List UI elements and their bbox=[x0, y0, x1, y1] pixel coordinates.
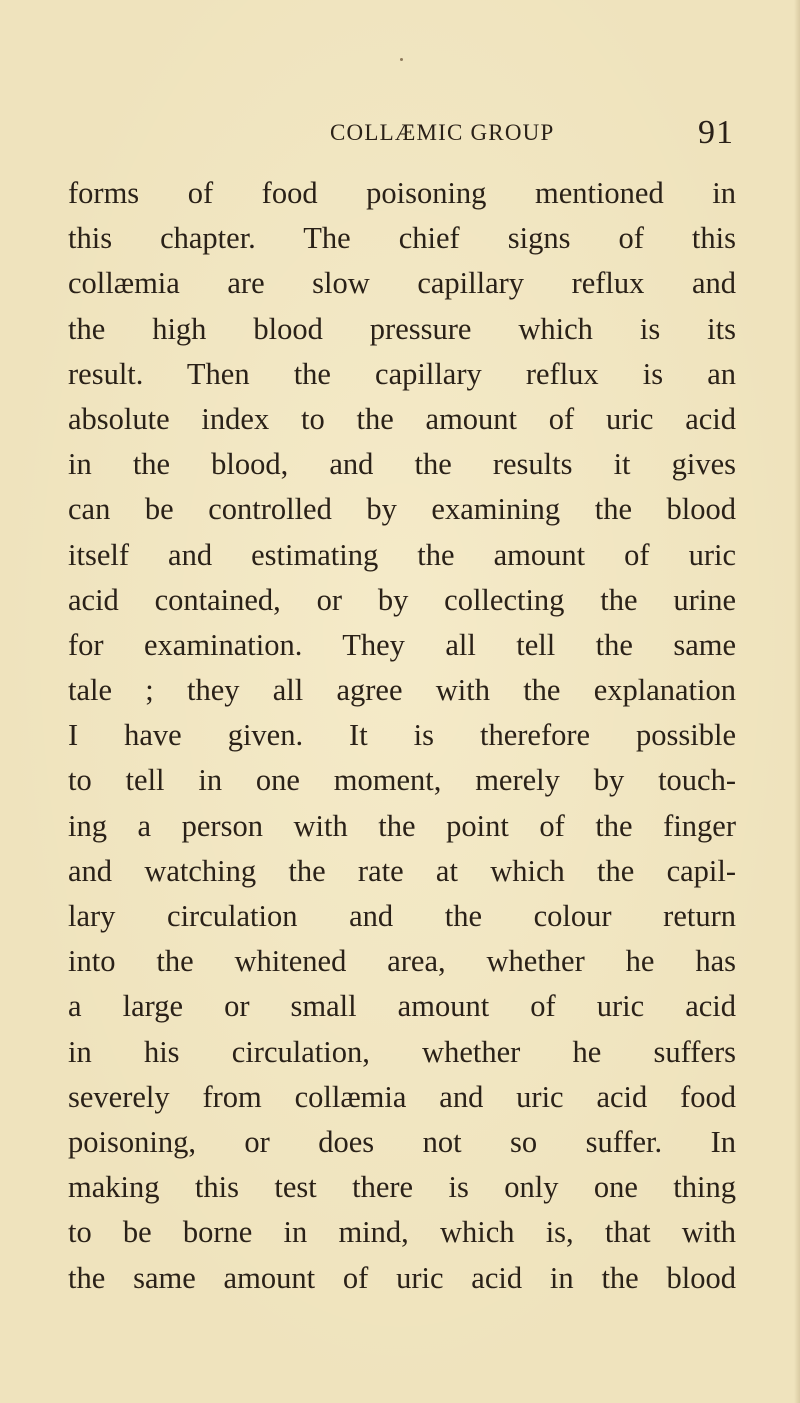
text-line: and watching the rate at which the capil- bbox=[68, 853, 736, 888]
text-line: to be borne in mind, which is, that with bbox=[68, 1215, 736, 1250]
text-line: absolute index to the amount of uric acid bbox=[68, 401, 736, 436]
body-paragraph bbox=[68, 171, 736, 1301]
text-line: ing a person with the point of the finger bbox=[68, 808, 736, 843]
chapter-title: COLLÆMIC GROUP bbox=[330, 120, 555, 145]
text-line: poisoning, or does not so suffer. In bbox=[68, 1124, 736, 1159]
text-line: result. Then the capillary reflux is an bbox=[68, 356, 736, 391]
page-number: 91 bbox=[698, 114, 734, 151]
text-line: forms of food poisoning mentioned in bbox=[68, 176, 736, 210]
text-line: a large or small amount of uric acid bbox=[68, 989, 736, 1024]
text-line: into the whitened area, whether he has bbox=[68, 944, 736, 979]
text-line: tale ; they all agree with the explanation bbox=[68, 673, 736, 708]
text-line: lary circulation and the colour return bbox=[68, 899, 736, 933]
text-line: to tell in one moment, merely by touch- bbox=[68, 763, 736, 798]
text-line: the same amount of uric acid in the blood bbox=[68, 1260, 736, 1295]
text-line: itself and estimating the amount of uric bbox=[68, 537, 736, 572]
page-edge-shadow bbox=[794, 0, 800, 1403]
text-line: the high blood pressure which is its bbox=[68, 311, 736, 346]
text-line: this chapter. The chief signs of this bbox=[68, 221, 736, 256]
paper-speck bbox=[400, 58, 403, 61]
text-line: I have given. It is therefore possible bbox=[68, 718, 736, 753]
text-line: collæmia are slow capillary reflux and bbox=[68, 266, 736, 301]
text-line: in the blood, and the results it gives bbox=[68, 447, 736, 482]
running-head bbox=[66, 114, 738, 154]
text-line: severely from collæmia and uric acid food bbox=[68, 1079, 736, 1114]
text-line: in his circulation, whether he suffers bbox=[68, 1034, 736, 1069]
text-line: making this test there is only one thing bbox=[68, 1170, 736, 1205]
text-line: acid contained, or by collecting the urine bbox=[68, 582, 736, 617]
text-line: for examination. They all tell the same bbox=[68, 627, 736, 662]
text-line: can be controlled by examining the blood bbox=[68, 492, 736, 527]
